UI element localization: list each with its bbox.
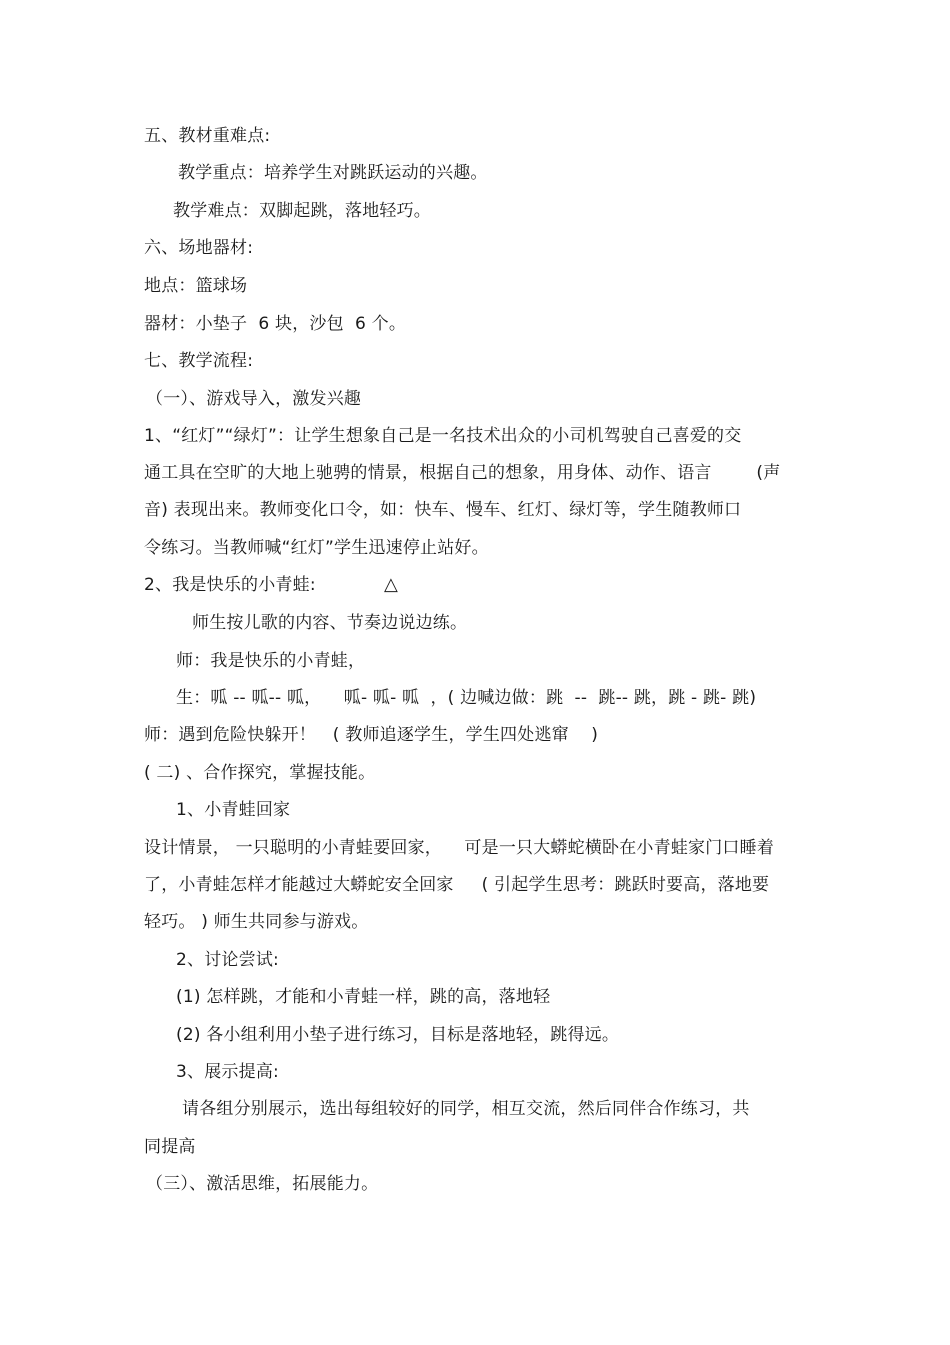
text-line: (1) 怎样跳，才能和小青蛙一样，跳的高，落地轻 [176,987,551,1007]
heading-seven: 七、教学流程: [144,351,254,371]
text-line: 师生按儿歌的内容、节奏边说边练。 [192,613,468,633]
text-line: 2、我是快乐的小青蛙: [144,575,316,595]
text-line: 器材：小垫子 6 块，沙包 6 个。 [144,314,407,334]
text-line: 教学难点：双脚起跳，落地轻巧。 [173,201,431,221]
text-line: 1、小青蛙回家 [176,800,291,820]
text-line: 师：我是快乐的小青蛙， [176,651,366,671]
triangle-symbol: △ [384,574,398,595]
subheading-two: ( 二) 、合作探究，掌握技能。 [144,763,376,783]
text-line: 2、讨论尝试: [176,950,279,970]
text-line: 师：遇到危险快躲开！ ( 教师追逐学生，学生四处逃窜 ) [144,725,599,745]
heading-six: 六、场地器材: [144,238,254,258]
heading-five: 五、教材重难点: [144,126,271,146]
text-line: 1、“红灯”“绿灯”：让学生想象自己是一名技术出众的小司机驾驶自己喜爱的交 [144,426,742,446]
text-line: 令练习。当教师喊“红灯”学生迅速停止站好。 [144,538,489,558]
text-line: 了，小青蛙怎样才能越过大蟒蛇安全回家 ( 引起学生思考：跳跃时要高，落地要 [144,875,770,895]
text-line: 音) 表现出来。教师变化口令，如：快车、慢车、红灯、绿灯等，学生随教师口 [144,500,742,520]
text-line: 生：呱 -- 呱-- 呱， 呱- 呱- 呱 ，( 边喊边做：跳 -- 跳-- 跳，跳 - 跳- 跳) [176,688,757,708]
text-line: 设计情景， 一只聪明的小青蛙要回家， 可是一只大蟒蛇横卧在小青蛙家门口睡着 [144,838,775,858]
text-line: (2) 各小组利用小垫子进行练习，目标是落地轻，跳得远。 [176,1025,620,1045]
text-line: 轻巧。 ) 师生共同参与游戏。 [144,912,369,932]
text-line: 通工具在空旷的大地上驰骋的情景，根据自己的想象，用身体、动作、语言 (声 [144,463,781,483]
subheading-one: （一）、游戏导入，激发兴趣 [146,389,362,409]
text-line: 地点：篮球场 [144,276,248,296]
text-line: 同提高 [144,1137,196,1157]
text-line: 教学重点：培养学生对跳跃运动的兴趣。 [178,163,488,183]
text-line: 3、展示提高: [176,1062,279,1082]
text-line: 请各组分别展示，选出每组较好的同学，相互交流，然后同伴合作练习，共 [182,1099,750,1119]
subheading-three: （三）、激活思维，拓展能力。 [146,1174,379,1194]
